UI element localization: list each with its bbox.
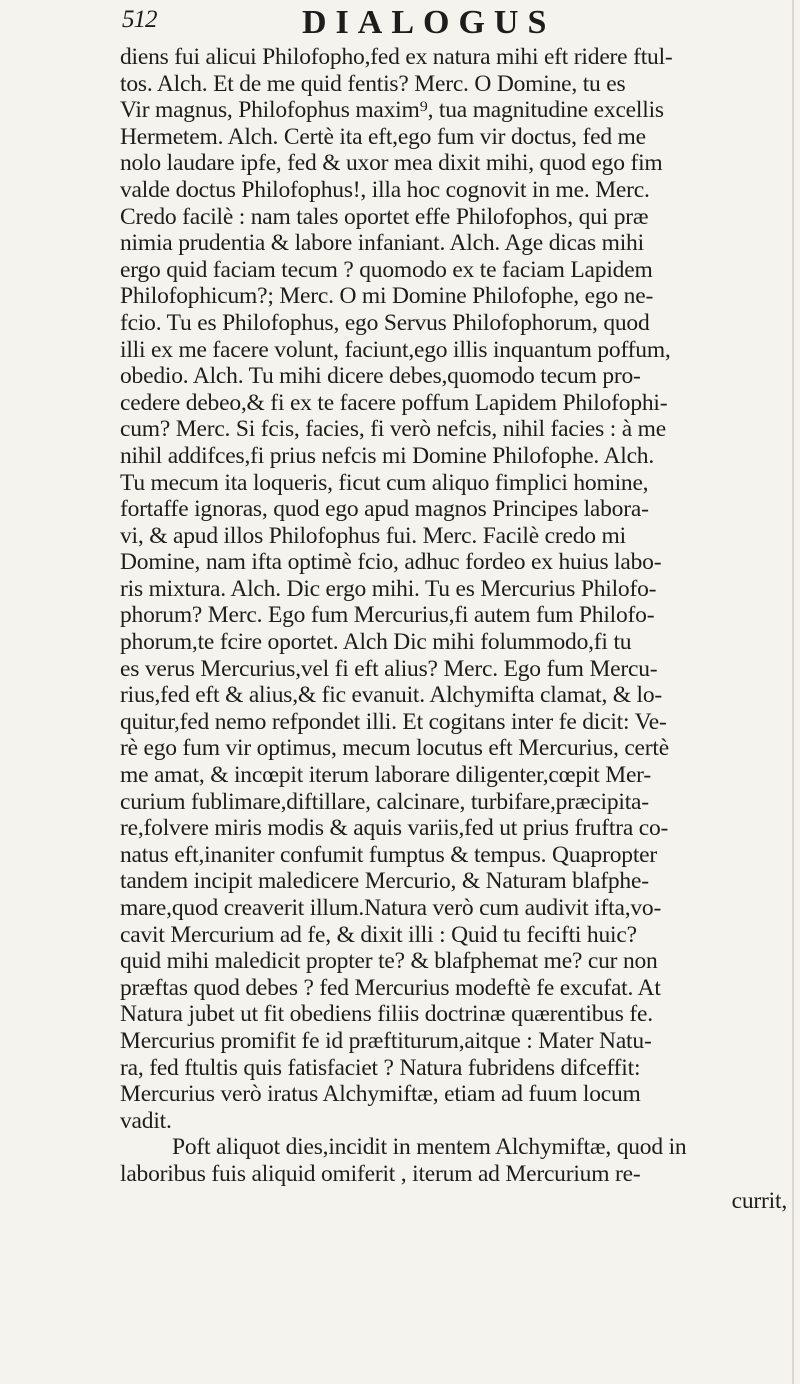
text-line: tos. Alch. Et de me quid fentis? Merc. O Domine, tu es bbox=[120, 70, 626, 97]
text-line: nimia prudentia & labore infaniant. Alch. Age dicas mihi bbox=[120, 230, 644, 257]
running-head: DIALOGUS bbox=[302, 4, 556, 41]
text-line: cum? Merc. Si fcis, facies, fi verò nefcis, nihil facies : à me bbox=[120, 416, 666, 443]
text-line: Tu mecum ita loqueris, ficut cum aliquo fimplici homine, bbox=[120, 469, 649, 496]
text-line: phorum? Merc. Ego fum Mercurius,fi autem fum Philofo- bbox=[120, 602, 655, 629]
text-line: nihil addifces,fi prius nefcis mi Domine Philofophe. Alch. bbox=[120, 442, 655, 469]
text-line: fcio. Tu es Philofophus, ego Servus Philofophorum, quod bbox=[120, 309, 650, 336]
text-line: diens fui alicui Philofopho,fed ex natura mihi eft ridere ftul- bbox=[120, 44, 673, 70]
text-line: cedere debeo,& fi ex te facere poffum Lapidem Philofophi- bbox=[120, 389, 668, 416]
text-line: Vir magnus, Philofophus maxim⁹, tua magnitudine excellis bbox=[120, 97, 664, 124]
text-line: Mercurius promifit fe id præftiturum,aitque : Mater Natu- bbox=[120, 1027, 652, 1054]
text-body bbox=[120, 44, 795, 1214]
text-line: Domine, nam ifta optimè fcio, adhuc fordeo ex huius labo- bbox=[120, 549, 662, 576]
text-line: Hermetem. Alch. Certè ita eft,ego fum vir doctus, fed me bbox=[120, 123, 646, 150]
text-line: Natura jubet ut fit obediens filiis doctrinæ quærentibus fe. bbox=[120, 1001, 653, 1028]
text-line: vi, & apud illos Philofophus fui. Merc. Facilè credo mi bbox=[120, 522, 626, 549]
text-line: ra, fed ftultis quis fatisfaciet ? Natura fubridens difceffit: bbox=[120, 1054, 641, 1081]
text-line: re,folvere miris modis & aquis variis,fed ut prius fruftra co- bbox=[120, 815, 669, 842]
text-line: me amat, & incœpit iterum laborare diligenter,cœpit Mer- bbox=[120, 762, 651, 789]
text-line: præftas quod debes ? fed Mercurius modeftè fe excufat. At bbox=[120, 974, 661, 1001]
text-line: valde doctus Philofophus!, illa hoc cognovit in me. Merc. bbox=[120, 176, 650, 203]
text-line: Credo facilè : nam tales oportet effe Philofophos, qui præ bbox=[120, 203, 649, 230]
text-line: nolo laudare ipfe, fed & uxor mea dixit mihi, quod ego fim bbox=[120, 150, 663, 177]
text-line: vadit. bbox=[120, 1107, 172, 1134]
text-line: quitur,fed nemo refpondet illi. Et cogitans inter fe dicit: Ve- bbox=[120, 708, 667, 735]
page-number: 512 bbox=[122, 6, 157, 33]
text-line: curium fublimare,diftillare, calcinare, turbifare,præcipita- bbox=[120, 788, 649, 815]
text-line: illi ex me facere volunt, faciunt,ego illis inquantum poffum, bbox=[120, 336, 671, 363]
text-line: natus eft,inaniter confumit fumptus & tempus. Quapropter bbox=[120, 841, 658, 868]
text-line: quid mihi maledicit propter te? & blafphemat me? cur non bbox=[120, 948, 658, 975]
text-line: rè ego fum vir optimus, mecum locutus eft Mercurius, certè bbox=[120, 735, 669, 762]
text-line: rius,fed eft & alius,& fic evanuit. Alchymifta clamat, & lo- bbox=[120, 682, 663, 709]
text-line: tandem incipit maledicere Mercurio, & Naturam blafphe- bbox=[120, 868, 649, 895]
text-line: obedio. Alch. Tu mihi dicere debes,quomodo tecum pro- bbox=[120, 363, 641, 390]
text-line: cavit Mercurium ad fe, & dixit illi : Quid tu fecifti huic? bbox=[120, 921, 637, 948]
text-line: fortaffe ignoras, quod ego apud magnos Principes labora- bbox=[120, 496, 649, 523]
text-line: Mercurius verò iratus Alchymiftæ, etiam ad fuum locum bbox=[120, 1081, 641, 1108]
paragraph-start-line: Poft aliquot dies,incidit in mentem Alchymiftæ, quod in bbox=[172, 1134, 687, 1161]
text-line: Philofophicum?; Merc. O mi Domine Philofophe, ego ne- bbox=[120, 283, 654, 310]
text-line: mare,quod creaverit illum.Natura verò cum audivit ifta,vo- bbox=[120, 895, 662, 921]
text-line: es verus Mercurius,vel fi eft alius? Merc. Ego fum Mercu- bbox=[120, 655, 658, 682]
text-line: ris mixtura. Alch. Dic ergo mihi. Tu es Mercurius Philofo- bbox=[120, 575, 657, 602]
text-line: phorum,te fcire oportet. Alch Dic mihi folummodo,fi tu bbox=[120, 629, 632, 656]
page-header bbox=[122, 4, 772, 44]
text-line: laboribus fuis aliquid omiferit , iterum ad Mercurium re- bbox=[120, 1160, 641, 1187]
text-line: ergo quid faciam tecum ? quomodo ex te faciam Lapidem bbox=[120, 256, 653, 283]
catchword-line: currit, bbox=[731, 1187, 787, 1214]
